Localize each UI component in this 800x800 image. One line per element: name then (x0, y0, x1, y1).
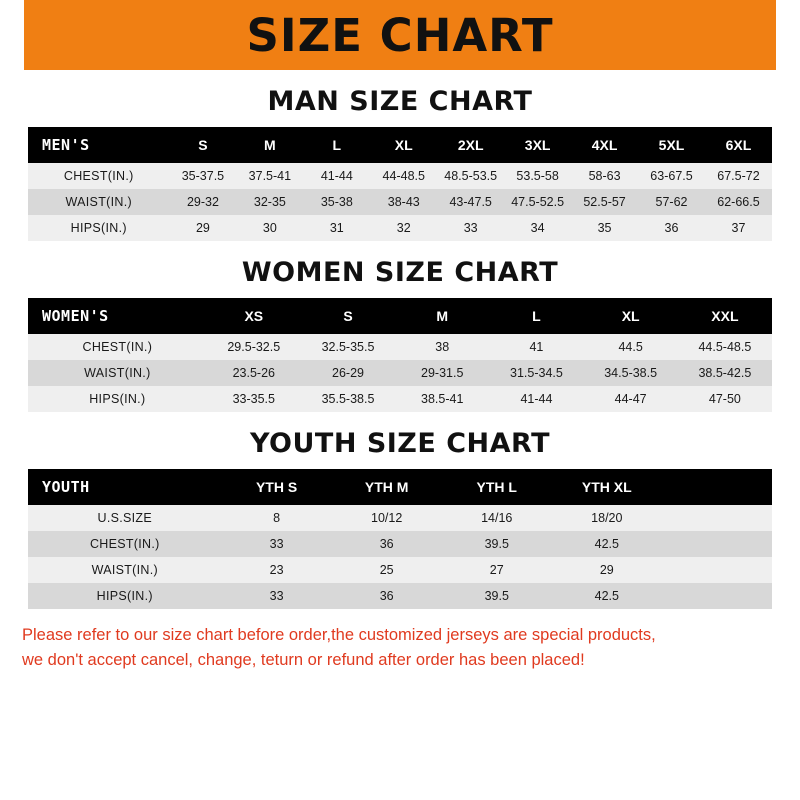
cell: 39.5 (442, 583, 552, 609)
cell: 38.5-42.5 (678, 360, 772, 386)
cell: 8 (222, 505, 332, 531)
cell: 29 (552, 557, 662, 583)
table-head (28, 469, 772, 505)
column-header: S (169, 127, 236, 163)
table-body (28, 163, 772, 241)
cell: 10/12 (332, 505, 442, 531)
cell: 33 (437, 215, 504, 241)
cell: 58-63 (571, 163, 638, 189)
cell: 14/16 (442, 505, 552, 531)
column-header: YTH M (332, 469, 442, 505)
cell: 32 (370, 215, 437, 241)
section-title-man: MAN SIZE CHART (267, 86, 533, 117)
cell: 29-31.5 (395, 360, 489, 386)
section-youth (0, 428, 800, 609)
section-title-youth: YOUTH SIZE CHART (249, 428, 551, 459)
cell: 33-35.5 (207, 386, 301, 412)
cell: 44.5-48.5 (678, 334, 772, 360)
cell: 57-62 (638, 189, 705, 215)
cell: 36 (638, 215, 705, 241)
table-man-size-chart (28, 127, 772, 241)
cell: 23 (222, 557, 332, 583)
column-header: YTH S (222, 469, 332, 505)
cell: 63-67.5 (638, 163, 705, 189)
cell: 62-66.5 (705, 189, 772, 215)
row-label: WAIST(IN.) (28, 189, 169, 215)
column-header: 2XL (437, 127, 504, 163)
cell: 48.5-53.5 (437, 163, 504, 189)
header-banner (0, 0, 800, 70)
cell: 38.5-41 (395, 386, 489, 412)
row-label: WAIST(IN.) (28, 557, 222, 583)
cell: 34.5-38.5 (584, 360, 678, 386)
cell: 18/20 (552, 505, 662, 531)
banner-left-notch (0, 0, 24, 70)
column-header: L (489, 298, 583, 334)
cell: 34 (504, 215, 571, 241)
table-body (28, 505, 772, 609)
column-header: XL (584, 298, 678, 334)
section-women (0, 257, 800, 412)
cell: 53.5-58 (504, 163, 571, 189)
table-row (28, 531, 772, 557)
cell-spacer (662, 505, 772, 531)
table-row (28, 189, 772, 215)
column-header: M (395, 298, 489, 334)
cell: 42.5 (552, 583, 662, 609)
cell-spacer (662, 583, 772, 609)
column-header: 6XL (705, 127, 772, 163)
table-row (28, 215, 772, 241)
cell: 25 (332, 557, 442, 583)
column-header: 5XL (638, 127, 705, 163)
table-row (28, 557, 772, 583)
table-row (28, 386, 772, 412)
table-head (28, 127, 772, 163)
table-row (28, 163, 772, 189)
cell: 35-38 (303, 189, 370, 215)
column-header: 3XL (504, 127, 571, 163)
table-body (28, 334, 772, 412)
table-row (28, 334, 772, 360)
table-head (28, 298, 772, 334)
cell: 44.5 (584, 334, 678, 360)
cell: 33 (222, 531, 332, 557)
cell: 27 (442, 557, 552, 583)
cell: 36 (332, 583, 442, 609)
disclaimer-note (0, 609, 800, 673)
cell: 32-35 (236, 189, 303, 215)
column-header-rowlabel: YOUTH (28, 469, 222, 505)
column-header: M (236, 127, 303, 163)
column-header: YTH XL (552, 469, 662, 505)
section-title-women: WOMEN SIZE CHART (241, 257, 559, 288)
cell: 35-37.5 (169, 163, 236, 189)
cell: 44-47 (584, 386, 678, 412)
row-label: HIPS(IN.) (28, 215, 169, 241)
cell: 29-32 (169, 189, 236, 215)
cell: 42.5 (552, 531, 662, 557)
row-label: CHEST(IN.) (28, 163, 169, 189)
column-header: XXL (678, 298, 772, 334)
row-label: WAIST(IN.) (28, 360, 207, 386)
cell: 52.5-57 (571, 189, 638, 215)
cell-spacer (662, 557, 772, 583)
disclaimer-line-1: Please refer to our size chart before order,the customized jerseys are special products, (22, 626, 656, 644)
section-man (0, 86, 800, 241)
row-label: U.S.SIZE (28, 505, 222, 531)
table-row (28, 505, 772, 531)
cell: 44-48.5 (370, 163, 437, 189)
table-youth-size-chart (28, 469, 772, 609)
table-women-size-chart (28, 298, 772, 412)
cell: 47.5-52.5 (504, 189, 571, 215)
cell: 23.5-26 (207, 360, 301, 386)
row-label: CHEST(IN.) (28, 531, 222, 557)
cell: 43-47.5 (437, 189, 504, 215)
row-label: HIPS(IN.) (28, 386, 207, 412)
table-header-row (28, 469, 772, 505)
cell: 37 (705, 215, 772, 241)
column-header-spacer (662, 469, 772, 505)
cell-spacer (662, 531, 772, 557)
cell: 67.5-72 (705, 163, 772, 189)
row-label: HIPS(IN.) (28, 583, 222, 609)
cell: 29 (169, 215, 236, 241)
table-header-row (28, 298, 772, 334)
cell: 41-44 (489, 386, 583, 412)
cell: 35.5-38.5 (301, 386, 395, 412)
disclaimer-line-2: we don't accept cancel, change, teturn or refund after order has been placed! (22, 650, 585, 669)
row-label: CHEST(IN.) (28, 334, 207, 360)
banner-right-notch (776, 0, 800, 70)
cell: 30 (236, 215, 303, 241)
table-row (28, 583, 772, 609)
column-header-rowlabel: MEN'S (28, 127, 169, 163)
cell: 26-29 (301, 360, 395, 386)
table-row (28, 360, 772, 386)
cell: 41 (489, 334, 583, 360)
column-header: 4XL (571, 127, 638, 163)
cell: 31.5-34.5 (489, 360, 583, 386)
cell: 37.5-41 (236, 163, 303, 189)
cell: 39.5 (442, 531, 552, 557)
column-header: L (303, 127, 370, 163)
cell: 31 (303, 215, 370, 241)
column-header: S (301, 298, 395, 334)
column-header: XL (370, 127, 437, 163)
table-header-row (28, 127, 772, 163)
cell: 38-43 (370, 189, 437, 215)
cell: 32.5-35.5 (301, 334, 395, 360)
cell: 41-44 (303, 163, 370, 189)
cell: 33 (222, 583, 332, 609)
column-header-rowlabel: WOMEN'S (28, 298, 207, 334)
column-header: YTH L (442, 469, 552, 505)
cell: 36 (332, 531, 442, 557)
cell: 38 (395, 334, 489, 360)
page-title: SIZE CHART (246, 8, 554, 62)
cell: 47-50 (678, 386, 772, 412)
column-header: XS (207, 298, 301, 334)
cell: 35 (571, 215, 638, 241)
cell: 29.5-32.5 (207, 334, 301, 360)
